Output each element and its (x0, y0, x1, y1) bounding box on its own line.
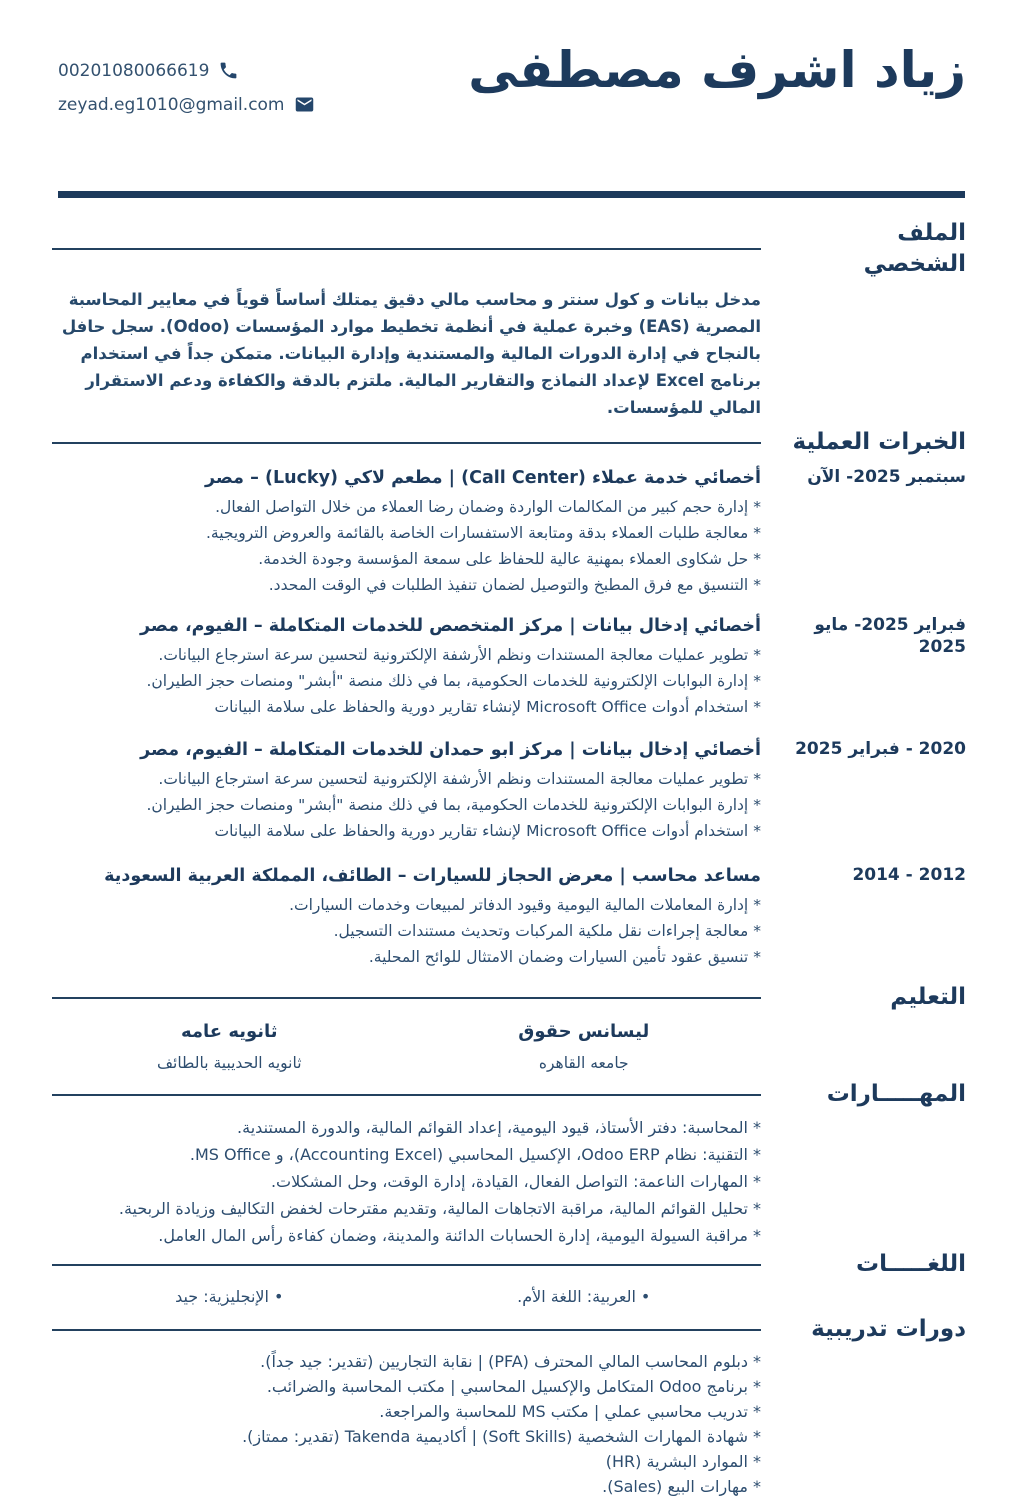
bullet-marker: * (753, 524, 761, 543)
job-bullet (52, 792, 761, 818)
job-bullets (52, 642, 761, 720)
course-text: تدريب محاسبي عملي | مكتب MS للمحاسبة والمراجعة. (379, 1402, 748, 1422)
job-bullet (52, 694, 761, 720)
education-degree: ليسانس حقوق (518, 1021, 650, 1043)
section-education-content (52, 1019, 966, 1075)
section-rule (52, 248, 761, 250)
bullet-marker: * (753, 550, 761, 569)
spacer (761, 1284, 966, 1310)
section-rule (52, 1264, 761, 1266)
cv-body (52, 218, 966, 1499)
bullet-marker: * (753, 1427, 761, 1447)
course-text: شهادة المهارات الشخصية (Soft Skills) | أكاديمية Takenda (تقدير: ممتاز). (242, 1427, 748, 1447)
job-bullet (52, 642, 761, 668)
job-bullet (52, 572, 761, 598)
courses-heading: دورات تدريبية (811, 1316, 966, 1343)
job-title: أخصائي إدخال بيانات | مركز ابو حمدان للخدمات المتكاملة – الفيوم، مصر (140, 740, 761, 761)
profile-heading: الملف الشخصي (863, 220, 966, 278)
section-experience-header (52, 427, 966, 458)
bullet-marker: * (753, 1377, 761, 1397)
bullet-marker: * (753, 1452, 761, 1472)
spacer (761, 1019, 966, 1075)
job-bullet-text: حل شكاوى العملاء بمهنية عالية للحفاظ على سمعة المؤسسة وجودة الخدمة. (258, 550, 749, 569)
bullet-marker: * (753, 698, 761, 717)
bullet-marker: • (640, 1287, 651, 1307)
course-text: برنامج Odoo المتكامل والإكسيل المحاسبي | مكتب المحاسبة والضرائب. (266, 1377, 748, 1397)
bullet-marker: * (753, 576, 761, 595)
course-text: دبلوم المحاسب المالي المحترف (PFA) | نقابة التجاريين (تقدير: جيد جداً). (260, 1352, 748, 1372)
section-profile-content (52, 286, 966, 421)
job-bullet (52, 494, 761, 520)
course-item (52, 1424, 761, 1449)
skill-text: تحليل القوائم المالية، مراقبة الاتجاهات المالية، وتقديم مقترحات لخفض التكاليف وزيادة الربحية. (118, 1199, 748, 1219)
job-entry (52, 466, 966, 598)
job-bullet (52, 818, 761, 844)
section-education-header (52, 982, 966, 1013)
job-title: أخصائي إدخال بيانات | مركز المتخصص للخدمات المتكاملة – الفيوم، مصر (139, 616, 761, 637)
job-date: سبتمبر 2025- الآن (807, 467, 966, 488)
job-entry (52, 738, 966, 844)
languages-heading: اللغـــــات (856, 1251, 966, 1278)
job-bullet-text: استخدام أدوات Microsoft Office لإنشاء تقارير دورية والحفاظ على سلامة البيانات (214, 698, 749, 717)
job-entry (52, 864, 966, 970)
job-bullet (52, 892, 761, 918)
course-item (52, 1399, 761, 1424)
job-bullet-text: تنسيق عقود تأمين السيارات وضمان الامتثال للوائح المحلية. (368, 948, 749, 967)
bullet-marker: * (753, 1145, 761, 1165)
skill-text: المحاسبة: دفتر الأستاذ، قيود اليومية، إعداد القوائم المالية، والدورة المستندية. (237, 1118, 748, 1138)
section-languages-content (52, 1284, 966, 1310)
job-bullets (52, 766, 761, 844)
job-bullet (52, 766, 761, 792)
bullet-marker: * (753, 1199, 761, 1219)
language-item (52, 1284, 407, 1310)
email-icon (294, 94, 315, 115)
course-item (52, 1349, 761, 1374)
job-date: 2020 - فبراير 2025 (795, 739, 966, 760)
skill-item (52, 1141, 761, 1168)
job-bullet-text: تطوير عمليات معالجة المستندات ونظم الأرشفة الإلكترونية لتحسين سرعة استرجاع البيانات. (158, 646, 749, 665)
section-rule (52, 1094, 761, 1096)
skill-item (52, 1222, 761, 1249)
skill-item (52, 1114, 761, 1141)
language-text: الإنجليزية: جيد (175, 1287, 269, 1307)
job-bullet-text: التنسيق مع فرق المطبخ والتوصيل لضمان تنفيذ الطلبات في الوقت المحدد. (268, 576, 749, 595)
course-text: مهارات البيع (Sales). (602, 1477, 748, 1497)
job-entry (52, 614, 966, 720)
education-entry (52, 1019, 407, 1075)
bullet-marker: * (753, 1477, 761, 1497)
job-bullet-text: استخدام أدوات Microsoft Office لإنشاء تقارير دورية والحفاظ على سلامة البيانات (214, 822, 749, 841)
section-rule (52, 1329, 761, 1331)
person-name: زياد اشرف مصطفى (468, 41, 966, 99)
job-bullet (52, 668, 761, 694)
bullet-marker: * (753, 948, 761, 967)
job-date: فبراير 2025- مايو 2025 (814, 615, 966, 658)
bullet-marker: * (753, 1352, 761, 1372)
bullet-marker: * (753, 770, 761, 789)
job-bullets (52, 494, 761, 598)
job-bullet (52, 944, 761, 970)
section-profile-header (52, 218, 966, 280)
job-bullet-text: إدارة المعاملات المالية اليومية وقيود الدفاتر لمبيعات وخدمات السيارات. (289, 896, 749, 915)
bullet-marker: * (753, 796, 761, 815)
bullet-marker: * (753, 646, 761, 665)
course-item (52, 1474, 761, 1499)
education-degree: ثانويه عامه (180, 1021, 278, 1043)
bullet-marker: * (753, 498, 761, 517)
job-bullet-text: إدارة البوابات الإلكترونية للخدمات الحكومية، بما في ذلك منصة "أبشر" ومنصات حجز الطيران. (146, 796, 749, 815)
job-bullets (52, 892, 761, 970)
section-languages-header (52, 1249, 966, 1280)
bullet-marker: * (753, 1172, 761, 1192)
job-date: 2012 - 2014 (852, 865, 966, 886)
job-title: مساعد محاسب | معرض الحجاز للسيارات – الطائف، المملكة العربية السعودية (104, 866, 761, 887)
skill-text: التقنية: نظام Odoo ERP، الإكسيل المحاسبي (Accounting Excel)، و MS Office. (189, 1145, 748, 1165)
skill-item (52, 1195, 761, 1222)
bullet-marker: * (753, 1402, 761, 1422)
course-item (52, 1449, 761, 1474)
job-bullet (52, 918, 761, 944)
cv-header (52, 0, 966, 198)
contact-email-row (58, 94, 315, 115)
bullet-marker: * (753, 922, 761, 941)
language-text: العربية: اللغة الأم. (517, 1287, 636, 1307)
education-entry (407, 1019, 762, 1075)
bullet-marker: * (753, 896, 761, 915)
profile-text: مدخل بيانات و كول سنتر و محاسب مالي دقيق يمتلك أساساً قوياً في معايير المحاسبة المصرية (EAS) وخبرة عملية في أنظمة تخطيط موارد المؤسسات (Odoo). سجل حافل بالنجاح في إدارة الدورات المالية والمستندية وإدارة البيانات. متمكن جداً في استخدام برنامج Excel لإعداد النماذج والتقارير المالية. ملتزم بالدقة والكفاءة ودعم الاستقرار المالي للمؤسسات. (61, 290, 761, 418)
skill-text: مراقبة السيولة اليومية، إدارة الحسابات الدائنة والمدينة، وضمان كفاءة رأس المال العامل. (158, 1226, 748, 1246)
language-item (407, 1284, 762, 1310)
spacer (761, 1349, 966, 1499)
education-heading: التعليم (890, 984, 966, 1011)
contact-phone-row (58, 60, 315, 81)
education-school: جامعه القاهره (538, 1054, 629, 1073)
bullet-marker: * (753, 822, 761, 841)
section-skills-header (52, 1079, 966, 1110)
skill-item (52, 1168, 761, 1195)
job-bullet-text: تطوير عمليات معالجة المستندات ونظم الأرشفة الإلكترونية لتحسين سرعة استرجاع البيانات. (158, 770, 749, 789)
section-courses-content (52, 1349, 966, 1499)
phone-number: 00201080066619 (58, 60, 210, 81)
skill-text: المهارات الناعمة: التواصل الفعال، القيادة، إدارة الوقت، وحل المشكلات. (270, 1172, 748, 1192)
job-title: أخصائي خدمة عملاء (Call Center) | مطعم لاكي (Lucky) – مصر (205, 468, 761, 489)
email-address: zeyad.eg1010@gmail.com (58, 94, 285, 115)
section-skills-content (52, 1114, 966, 1249)
skills-heading: المهـــــارات (826, 1081, 966, 1108)
bullet-marker: • (274, 1287, 284, 1307)
spacer (761, 1114, 966, 1249)
job-bullet (52, 546, 761, 572)
course-text: الموارد البشرية (HR) (605, 1452, 748, 1472)
phone-icon (218, 60, 239, 81)
bullet-marker: * (753, 1226, 761, 1246)
section-rule (52, 997, 761, 999)
job-bullet-text: إدارة البوابات الإلكترونية للخدمات الحكومية، بما في ذلك منصة "أبشر" ومنصات حجز الطيران. (146, 672, 749, 691)
header-divider-bar (58, 191, 965, 198)
section-courses-header (52, 1314, 966, 1345)
experience-heading: الخبرات العملية (792, 429, 966, 456)
course-item (52, 1374, 761, 1399)
job-bullet-text: معالجة طلبات العملاء بدقة ومتابعة الاستفسارات الخاصة بالقائمة والعروض الترويجية. (205, 524, 749, 543)
education-school: ثانويه الحديبية بالطائف (156, 1054, 302, 1073)
job-bullet-text: إدارة حجم كبير من المكالمات الواردة وضمان رضا العملاء من خلال التواصل الفعال. (215, 498, 749, 517)
bullet-marker: * (753, 672, 761, 691)
job-bullet-text: معالجة إجراءات نقل ملكية المركبات وتحديث مستندات التسجيل. (333, 922, 749, 941)
contact-block (58, 60, 315, 115)
spacer (761, 286, 966, 421)
section-rule (52, 442, 761, 444)
job-bullet (52, 520, 761, 546)
bullet-marker: * (753, 1118, 761, 1138)
